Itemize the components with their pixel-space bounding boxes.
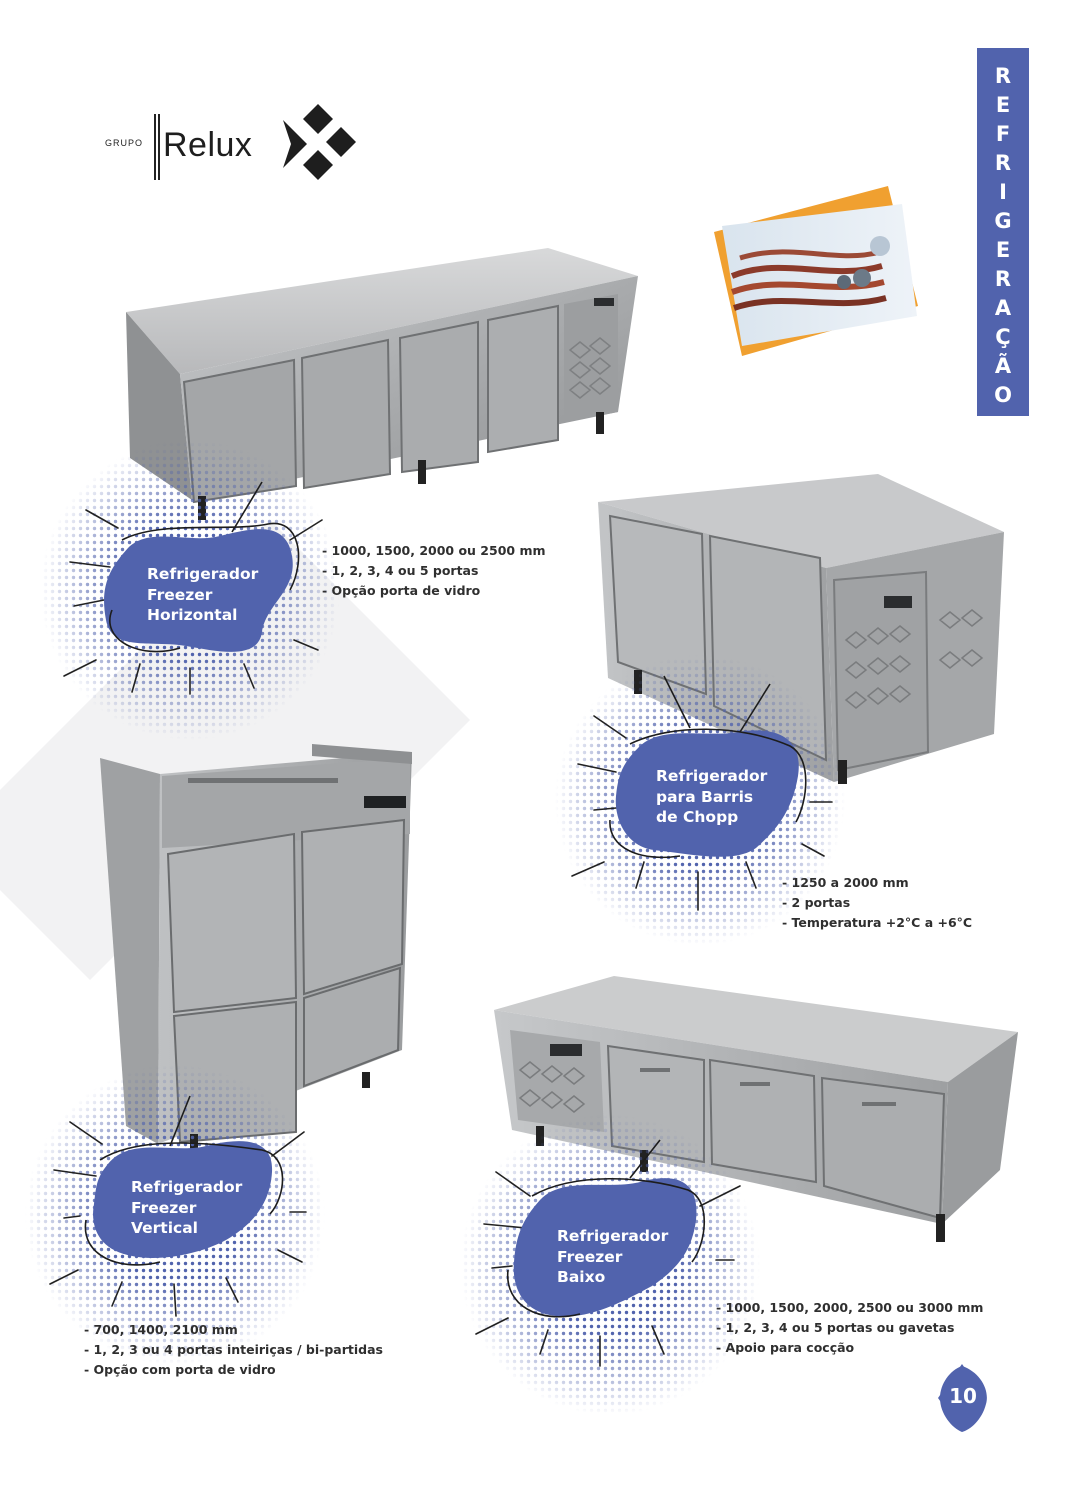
- product-name-low: [557, 1226, 668, 1288]
- banner-letter: G: [994, 209, 1012, 233]
- banner-letter: R: [994, 151, 1012, 175]
- banner-letter: R: [994, 64, 1012, 88]
- product-name-line: para Barris: [656, 787, 754, 806]
- spec-line: - 1000, 1500, 2000, 2500 ou 3000 mm: [716, 1300, 984, 1315]
- spec-line: - 2 portas: [782, 895, 851, 910]
- product-name-line: Freezer: [557, 1247, 623, 1266]
- spec-line: - 700, 1400, 2100 mm: [84, 1322, 238, 1337]
- banner-letter: R: [994, 267, 1012, 291]
- banner-letter: Ç: [995, 325, 1011, 349]
- product-name-line: Refrigerador: [147, 565, 259, 583]
- product-specs-horizontal: [322, 541, 546, 601]
- spec-line: - 1000, 1500, 2000 ou 2500 mm: [322, 543, 546, 558]
- spec-line: - Temperatura +2°C a +6°C: [782, 915, 973, 930]
- banner-letter: E: [995, 238, 1011, 262]
- spec-line: - 1, 2, 3, 4 ou 5 portas ou gavetas: [716, 1320, 955, 1335]
- logo-brand-name: Relux: [163, 126, 253, 164]
- product-name-line: Horizontal: [147, 606, 238, 624]
- product-specs-chopp: [782, 873, 972, 933]
- page-number: 10: [949, 1384, 977, 1408]
- spec-line: - 1250 a 2000 mm: [782, 875, 909, 890]
- product-name-vertical: [131, 1177, 242, 1239]
- product-name-line: Refrigerador: [557, 1227, 669, 1245]
- banner-letter: O: [994, 383, 1012, 407]
- spec-line: - Opção com porta de vidro: [84, 1362, 276, 1377]
- banner-letter: I: [999, 180, 1007, 204]
- product-name-horizontal: [147, 564, 258, 626]
- product-name-line: Baixo: [557, 1268, 606, 1286]
- product-name-line: Freezer: [131, 1198, 197, 1217]
- spec-line: - Opção porta de vidro: [322, 583, 481, 598]
- spec-line: - 1, 2, 3, 4 ou 5 portas: [322, 563, 479, 578]
- banner-letter: E: [995, 93, 1011, 117]
- product-name-chopp: [656, 766, 767, 828]
- logo-group-label: GRUPO: [105, 138, 144, 148]
- product-name-line: de Chopp: [656, 808, 739, 826]
- product-specs-low: [716, 1298, 983, 1358]
- product-name-line: Vertical: [131, 1219, 198, 1237]
- product-name-line: Refrigerador: [131, 1178, 243, 1196]
- product-name-line: Freezer: [147, 585, 213, 604]
- banner-letter: Ã: [994, 354, 1012, 378]
- spec-line: - 1, 2, 3 ou 4 portas inteiriças / bi-partidas: [84, 1342, 383, 1357]
- product-specs-vertical: [84, 1320, 383, 1380]
- product-name-line: Refrigerador: [656, 767, 768, 785]
- banner-letter: A: [994, 296, 1012, 320]
- spec-line: - Apoio para cocção: [716, 1340, 855, 1355]
- banner-letter: F: [995, 122, 1011, 146]
